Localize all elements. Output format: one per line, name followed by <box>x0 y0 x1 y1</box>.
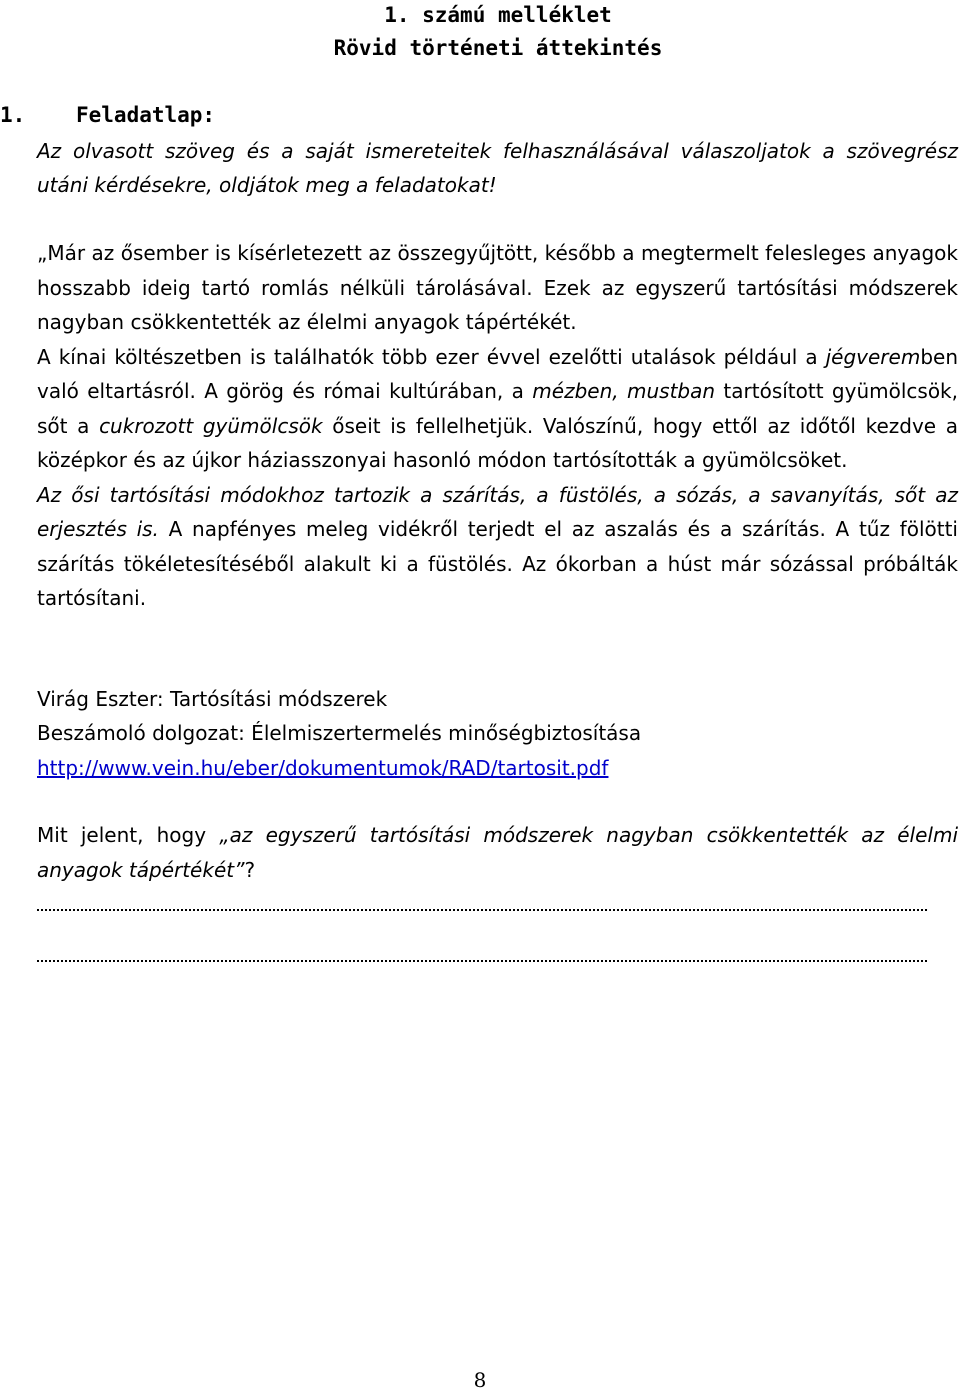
page-number: 8 <box>473 1368 487 1392</box>
answer-line[interactable] <box>37 958 927 962</box>
source-passage <box>37 236 958 616</box>
passage-paragraph-3: Az ősi tartósítási módokhoz tartozik a szárítás, a füstölés, a sózás, a savanyítás, sőt az erjesztés is. A napfényes meleg vidékről terjedt el az aszalás és a szárítás. A tűz fölötti szárítás tökéletesítéséből alakult ki a füstölés. Az ókorban a húst már sózással próbálták tartósítani. <box>37 482 958 610</box>
source-paper: Beszámoló dolgozat: Élelmiszertermelés minőségbiztosítása <box>37 721 642 745</box>
annex-title: 1. számú melléklet <box>384 3 612 27</box>
emphasis-mezben-mustban: mézben, mustban <box>532 379 716 403</box>
source-link[interactable]: http://www.vein.hu/eber/dokumentumok/RAD/tartosit.pdf <box>37 756 609 780</box>
task-label: Feladatlap: <box>76 103 216 127</box>
passage-paragraph-1: „Már az ősember is kísérletezett az összegyűjtött, később a megtermelt felesleges anyagok hosszabb ideig tartó romlás nélküli tárolásával. Ezek az egyszerű tartósítási módszerek nagyban csökkentették az élelmi anyagok tápértékét. <box>37 241 958 334</box>
answer-line[interactable] <box>37 907 927 911</box>
task-instruction: Az olvasott szöveg és a saját ismereteitek felhasználásával válaszoljatok a szövegrész utáni kérdésekre, oldjátok meg a feladatokat! <box>37 139 958 197</box>
emphasis-cukrozott: cukrozott gyümölcsök <box>99 413 323 438</box>
passage-paragraph-2: A kínai költészetben is találhatók több ezer évvel ezelőtti utalások például a jégveremben való eltartásról. A görög és római kultúrában, a mézben, mustban tartósított gyümölcsök, sőt a cukrozott gyümölcsök őseit is fellelhetjük. Valószínű, hogy ettől az időtől kezdve a középkor és az újkor háziasszonyai hasonló módon tartósították a gyümölcsöket. <box>37 344 958 472</box>
document-subtitle: Rövid történeti áttekintés <box>333 36 663 60</box>
question-quote: „az egyszerű tartósítási módszerek nagyban csökkentették az élelmi anyagok tápértékét” <box>37 823 958 882</box>
task-heading <box>0 101 215 129</box>
emphasis-osi-modok: Az ősi tartósítási módokhoz tartozik a szárítás, a füstölés, a sózás, a savanyítás, sőt az erjesztés is. <box>37 482 958 541</box>
emphasis-jegverem: jégverem <box>825 344 921 369</box>
source-author: Virág Eszter: Tartósítási módszerek <box>37 687 388 711</box>
question-text: Mit jelent, hogy „az egyszerű tartósítási módszerek nagyban csökkentették az élelmi anyagok tápértékét”? <box>37 823 958 882</box>
task-number: 1. <box>0 103 26 127</box>
